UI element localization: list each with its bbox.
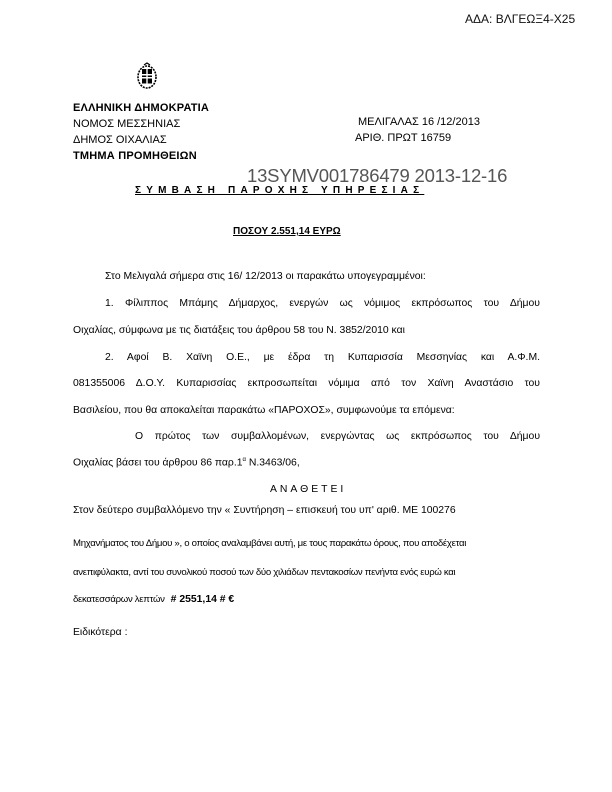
first-party-line-1: Ο πρώτος των συμβαλλομένων, ενεργώντας ως εκπρόσωπος του Δήμου bbox=[135, 431, 540, 442]
first-party-line-2-text: Οιχαλίας βάσει του άρθρου 86 παρ.1 bbox=[73, 457, 243, 469]
party2-line-1: 2. Αφοί Β. Χαϊνη Ο.Ε., με έδρα τη Κυπαρισσία Μεσσηνίας και Α.Φ.Μ. bbox=[105, 352, 540, 363]
assign-amount: # 2551,14 # € bbox=[170, 594, 235, 605]
republic-heading: ΕΛΛΗΝΙΚΗ ΔΗΜΟΚΡΑΤΙΑ bbox=[73, 102, 210, 114]
municipality-label: ΔΗΜΟΣ ΟΙΧΑΛΙΑΣ bbox=[73, 134, 167, 146]
superscript-alpha: α bbox=[242, 457, 246, 463]
place-date: ΜΕΛΙΓΑΛΑΣ 16 /12/2013 bbox=[358, 116, 480, 128]
department-label: ΤΜΗΜΑ ΠΡΟΜΗΘΕΙΩΝ bbox=[73, 150, 197, 162]
coat-of-arms-icon bbox=[136, 62, 158, 90]
contract-amount-title: ΠΟΣΟΥ 2.551,14 ΕΥΡΩ bbox=[233, 226, 341, 237]
ada-code: ΑΔΑ: ΒΛΓΕΩΞ4-Χ25 bbox=[465, 12, 576, 26]
assign-line-2: Μηχανήματος του Δήμου », ο οποίος αναλαμβάνει αυτή, με τους παρακάτω όρους, που αποδέχεται bbox=[73, 538, 467, 549]
party1-line-1: 1. Φίλιππος Μπάμης Δήμαρχος, ενεργών ως νόμιμος εκπρόσωπος του Δήμου bbox=[105, 298, 540, 309]
first-party-line-2-end: Ν.3463/06, bbox=[245, 457, 300, 469]
party2-line-3: Βασιλείου, που θα αποκαλείται παρακάτω «ΠΑΡΟΧΟΣ», συμφωνούμε τα επόμενα: bbox=[73, 405, 455, 416]
assign-line-4 bbox=[73, 594, 234, 605]
registry-stamp: 13SYMV001786479 2013-12-16 bbox=[247, 165, 508, 186]
specifically-label: Ειδικότερα : bbox=[73, 627, 128, 638]
assigns-heading: ΑΝΑΘΕΤΕΙ bbox=[270, 484, 347, 495]
assign-line-4-text: δεκατεσσάρων λεπτών bbox=[73, 594, 165, 605]
party2-line-2: 081355006 Δ.Ο.Υ. Κυπαρισσίας εκπροσωπείται νόμιμα από τον Χαϊνη Αναστάσιο του bbox=[73, 378, 540, 389]
contract-title: ΣΥΜΒΑΣΗ ΠΑΡΟΧΗΣ ΥΠΗΡΕΣΙΑΣ bbox=[135, 185, 425, 196]
prefecture-label: ΝΟΜΟΣ ΜΕΣΣΗΝΙΑΣ bbox=[73, 118, 181, 130]
assign-line-1: Στον δεύτερο συμβαλλόμενο την « Συντήρηση – επισκευή του υπ' αριθ. ΜΕ 100276 bbox=[73, 505, 456, 516]
party1-line-2: Οιχαλίας, σύμφωνα με τις διατάξεις του άρθρου 58 του Ν. 3852/2010 και bbox=[73, 325, 405, 336]
first-party-line-2 bbox=[73, 457, 300, 468]
intro-paragraph: Στο Μελιγαλά σήμερα στις 16/ 12/2013 οι παρακάτω υπογεγραμμένοι: bbox=[105, 271, 426, 282]
protocol-number: ΑΡΙΘ. ΠΡΩΤ 16759 bbox=[355, 132, 452, 144]
assign-line-3: ανεπιφύλακτα, αντί του συνολικού ποσού των δύο χιλιάδων πεντακοσίων πενήντα ενός ευρώ και bbox=[73, 567, 456, 578]
